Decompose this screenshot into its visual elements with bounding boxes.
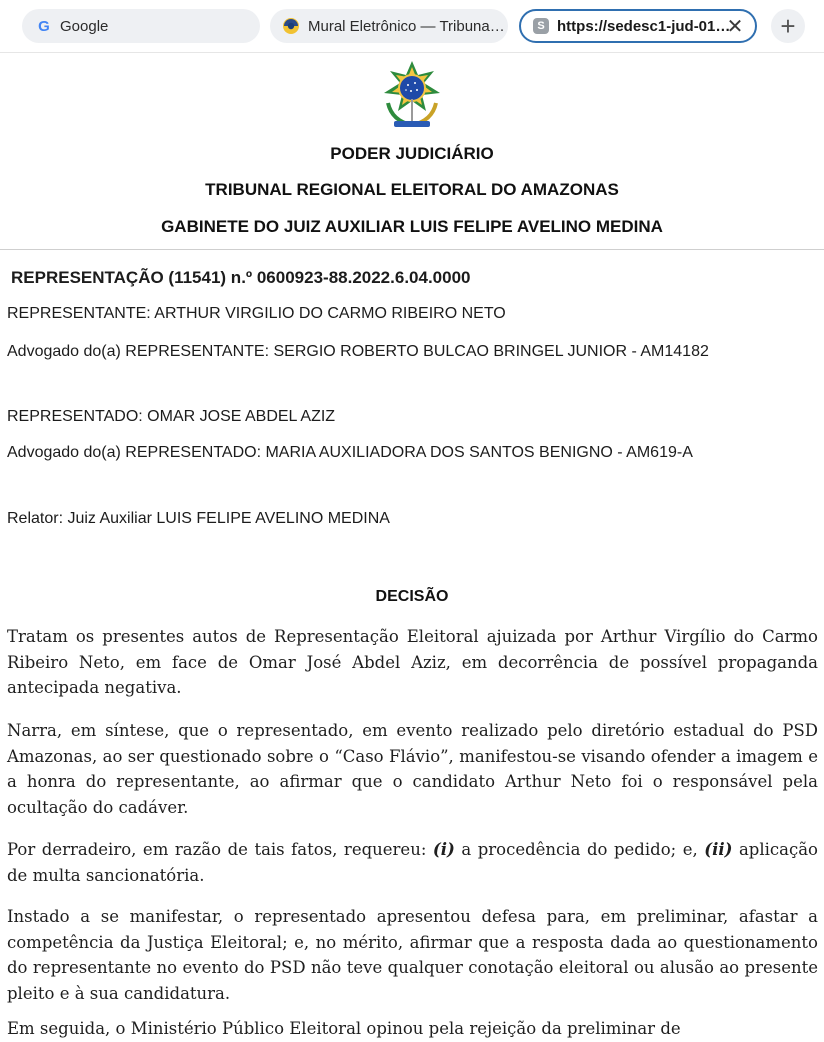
advogado-representante-line: Advogado do(a) REPRESENTANTE: SERGIO ROBERTO BULCAO BRINGEL JUNIOR - AM14182 [7, 343, 709, 360]
globe-favicon-icon [282, 17, 300, 35]
header-tribunal: TRIBUNAL REGIONAL ELEITORAL DO AMAZONAS [205, 180, 619, 199]
header-gabinete: GABINETE DO JUIZ AUXILIAR LUIS FELIPE AVELINO MEDINA [161, 217, 663, 236]
tab-label: https://sedesc1-jud-01… [557, 17, 731, 35]
item-ii-marker: (ii) [704, 840, 733, 859]
decision-heading: DECISÃO [375, 588, 449, 605]
decision-paragraph-3 [7, 837, 818, 888]
google-g-icon: G [38, 17, 50, 35]
browser-tab-strip [0, 0, 824, 53]
advogado-representado-line: Advogado do(a) REPRESENTADO: MARIA AUXILIADORA DOS SANTOS BENIGNO - AM619-A [7, 444, 693, 461]
representado-line: REPRESENTADO: OMAR JOSE ABDEL AZIZ [7, 408, 336, 425]
case-number-title: REPRESENTAÇÃO (11541) n.º 0600923-88.2022.6.04.0000 [11, 268, 471, 287]
decision-paragraph-5: Em seguida, o Ministério Público Eleitoral opinou pela rejeição da preliminar de [7, 1019, 681, 1038]
decision-paragraph-1: Tratam os presentes autos de Representação Eleitoral ajuizada por Arthur Virgílio do Carmo Ribeiro Neto, em face de Omar José Abdel Aziz, em decorrência de possível propaganda antecipada negativa. [7, 627, 818, 697]
new-tab-button[interactable]: + [771, 9, 805, 43]
paragraph-text: aplicação de multa sancionatória. [7, 840, 818, 885]
close-tab-icon[interactable]: ✕ [726, 16, 744, 38]
browser-tab-active-url[interactable] [519, 9, 757, 43]
paragraph-text: a procedência do pedido; e, [454, 840, 705, 859]
browser-tab-google[interactable] [22, 9, 260, 43]
document-page [0, 52, 824, 1038]
tab-label: Mural Eletrônico — Tribuna… [308, 17, 505, 35]
decision-paragraph-4: Instado a se manifestar, o representado apresentou defesa para, em preliminar, afastar a competência da Justiça Eleitoral; e, no mérito, afirmar que a resposta dada ao questionamento do representante no evento do PSD não teve qualquer conotação eleitoral ou alusão ao presente pleito e à sua candidatura. [7, 907, 818, 1003]
representante-line: REPRESENTANTE: ARTHUR VIRGILIO DO CARMO RIBEIRO NETO [7, 305, 506, 322]
s-favicon-icon: S [533, 18, 549, 34]
header-poder-judiciario: PODER JUDICIÁRIO [330, 144, 494, 163]
paragraph-text: Por derradeiro, em razão de tais fatos, requereu: [7, 840, 433, 859]
tab-label: Google [60, 17, 109, 35]
relator-line: Relator: Juiz Auxiliar LUIS FELIPE AVELINO MEDINA [7, 510, 390, 527]
decision-paragraph-2: Narra, em síntese, que o representado, em evento realizado pelo diretório estadual do PSD Amazonas, ao ser questionado sobre o “Caso Flávio”, manifestou-se visando ofender a imagem e a honra do representante, ao afirmar que o candidato Arthur Neto foi o responsável pela ocultação do cadáver. [7, 721, 818, 817]
item-i-marker: (i) [432, 840, 455, 859]
browser-tab-mural[interactable] [270, 9, 508, 43]
header-divider [0, 249, 824, 250]
brazil-coat-of-arms-icon [380, 59, 444, 131]
